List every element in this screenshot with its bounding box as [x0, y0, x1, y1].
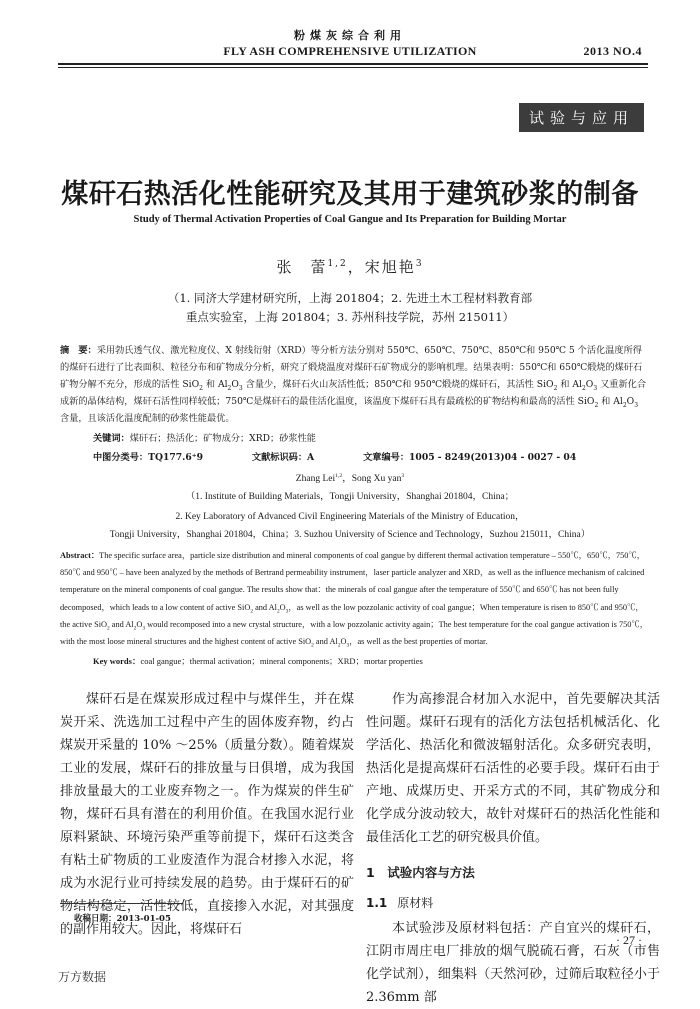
subscript: 2	[199, 384, 203, 392]
clc-group	[93, 452, 203, 463]
subscript: 2	[133, 625, 137, 632]
keywords-label: 关键词：	[93, 433, 130, 444]
page-number: · 27 ·	[616, 933, 642, 947]
abstract-text: 含量，且该活化温度配制的砂浆性能最优。	[60, 413, 235, 424]
abstract-text-en: and Al	[313, 637, 338, 647]
doc-code-group	[252, 452, 314, 463]
subscript: 3	[285, 608, 289, 615]
abstract-label: 摘 要：	[60, 345, 97, 356]
subscript: 2	[594, 401, 599, 409]
watermark: 万方数据	[58, 970, 107, 984]
abstract-text: 和 Al	[598, 396, 623, 407]
author-affil-sup: 3	[401, 472, 405, 479]
doc-code-value: A	[307, 452, 315, 463]
abstract-text-en: The specific surface area，particle size distribution and mineral components of coal gangue by different thermal activation temperature – 550℃，650℃，750℃，850℃ and 950℃ – have been analyzed by the methods of Bertrand permeability instrument，laser particle analyzer and XRD，as well as the influence mechanism of calcined temperature on the mineral components of coal gangue. The results show that：the minerals of coal gangue after the temperature of 550℃ and 650℃ has not been fully decomposed，which leads to a low content of active SiO	[60, 551, 646, 612]
abstract-cn	[60, 342, 650, 427]
section-heading: 1 试验内容与方法	[366, 865, 475, 880]
clc-label: 中图分类号：	[93, 452, 149, 463]
affiliation-line-en: （1. Institute of Building Materials，Tongji University，Shanghai 201804，China；	[185, 492, 515, 502]
abstract-text: 含量少，煤矸石火山灰活性低；850℃和 950℃煅烧的煤矸石，其活性 SiO	[242, 379, 554, 390]
authors-cn	[0, 256, 700, 277]
abstract-text: 和 Al	[202, 379, 228, 390]
subscript: 3	[346, 642, 350, 649]
clc-value: TQ177.6⁺9	[148, 452, 203, 463]
subscript: 2	[337, 642, 341, 649]
subscript: 3	[142, 625, 146, 632]
abstract-label-en: Abstract：	[60, 551, 100, 560]
journal-title-en: FLY ASH COMPREHENSIVE UTILIZATION	[223, 44, 477, 58]
subscript: 2	[250, 608, 254, 615]
author-name: 张 蕾	[276, 258, 328, 276]
abstract-text-en: O	[279, 602, 286, 612]
journal-title-cn: 粉煤灰综合利用	[294, 29, 406, 42]
abstract-text-en: ，as well as the best properties of mortar.	[349, 637, 488, 647]
article-title-en: Study of Thermal Activation Properties of Coal Gangue and Its Preparation for Building Mortar	[133, 214, 567, 225]
keywords-label-en: Key words：	[93, 656, 141, 666]
abstract-text: O	[231, 379, 239, 390]
author-separator: ，	[347, 258, 365, 276]
subscript: 2	[581, 384, 586, 392]
subscript: 2	[553, 384, 558, 392]
abstract-text: 和 Al	[557, 379, 582, 390]
abstract-text-en: and Al	[109, 619, 134, 629]
abstract-text-en: ，as well as the low pozzolanic activity of coal gangue；When temperature is risen to 850℃ and 950℃，the active SiO	[60, 602, 644, 629]
body-paragraph: 煤矸石是在煤炭形成过程中与煤伴生，并在煤炭开采、洗选加工过程中产生的固体废弃物，约占煤炭开采量的 10% ～25%（质量分数）。随着煤炭工业的发展，煤矸石的排放量与日俱增，成为我国排放量最大的工业废弃物之一。作为煤炭的伴生矿物，煤矸石具有潜在的利用价值。在我国水泥行业原料紧缺、环境污染严重等前提下，煤矸石这类含有粘土矿物质的工业废渣作为混合材掺入水泥，将成为水泥行业可持续发展的趋势。由于煤矸石的矿物结构稳定，活性较低，直接掺入水泥，对其强度的副作用较大。因此，将煤矸石	[60, 692, 354, 937]
abstract-text-en: and Al	[253, 602, 277, 612]
abstract-text: 采用勃氏透气仪、激光粒度仪、X 射线衍射（XRD）等分析方法分别对 550℃、650℃、750℃、850℃和 950℃ 5 个活化温度所得的煤矸石进行了比表面积、粒径分布和矿物成分分析，研究了煅烧温度对煤矸石矿物成分的影响机理。结果表明：550℃和 650℃煅烧的煤矸石矿物分解不充分，形成的活性 SiO	[60, 345, 643, 390]
body-column-right	[366, 688, 660, 1009]
subsection-number: 1.1	[366, 896, 388, 910]
abstract-text-en: O	[340, 637, 347, 647]
author-affil-sup: 1,2	[335, 472, 343, 479]
abstract-en	[60, 547, 650, 650]
subscript: 2	[107, 625, 110, 632]
subscript: 2	[276, 608, 280, 615]
subsection-title: 原材料	[397, 896, 434, 910]
keywords-en	[93, 655, 423, 667]
abstract-text: O	[626, 396, 635, 407]
author-name-en: Song Xu yan	[351, 474, 402, 484]
classification-row	[93, 449, 653, 463]
author-name-en: Zhang Lei	[295, 474, 336, 484]
body-paragraph: 本试验涉及原材料包括：产自宜兴的煤矸石，江阴市周庄电厂排放的烟气脱硫石膏，石灰（市售化学试剂），细集料（天然河砂，过筛后取粒径小于 2.36mm 部	[366, 921, 660, 1005]
affiliation-line: 重点实验室，上海 201804；3. 苏州科技学院，苏州 215011）	[185, 310, 515, 324]
section-badge: 试验与应用	[519, 103, 644, 132]
article-number-value: 1005 - 8249(2013)04 - 0027 - 04	[409, 452, 577, 463]
footnote-rule	[60, 903, 182, 904]
affiliation-line-en: 2. Key Laboratory of Advanced Civil Engineering Materials of the Ministry of Education，	[175, 512, 525, 522]
subscript: 2	[311, 642, 314, 649]
subscript: 3	[634, 401, 639, 409]
header-rule-thin	[58, 67, 648, 68]
keywords-text-en: coal gangue；thermal activation；mineral components；XRD；mortar properties	[140, 656, 423, 666]
abstract-text: O	[585, 379, 594, 390]
subscript: 3	[238, 384, 243, 392]
keywords-text: 煤矸石；热活化；矿物成分；XRD；砂浆性能	[129, 433, 316, 444]
affiliation-line-en: Tongji University，Shanghai 201804，China；3. Suzhou University of Science and Technology，Suzhou 215011，China）	[109, 530, 591, 540]
author-affil-sup: 1,2	[327, 259, 348, 269]
author-separator: ，	[342, 474, 352, 484]
doc-code-label: 文献标识码：	[251, 452, 308, 463]
abstract-text: 又重新化合成新的晶体结构，煤矸石活性同样较低；750℃是煤矸石的最佳活化温度，该温度下煤矸石具有最疏松的矿物结构和最高的活性 SiO	[60, 379, 647, 407]
body-paragraph: 作为高掺混合材加入水泥中，首先要解决其活性问题。煤矸石现有的活化方法包括机械活化、化学活化、热活化和微波辐射活化。众多研究表明，热活化是提高煤矸石活性的必要手段。煤矸石由于产地、成煤历史、开采方式的不同，其矿物成分和化学成分波动较大，故针对煤矸石的热活化性能和最佳活化工艺的研究极具价值。	[366, 692, 660, 845]
keywords-cn	[93, 430, 316, 444]
issue-number: 2013 NO.4	[583, 44, 642, 58]
subscript: 2	[622, 401, 627, 409]
article-number-group	[363, 452, 576, 463]
received-date-footnote: 收稿日期：2013-01-05	[74, 914, 171, 924]
subsection-heading	[366, 892, 660, 915]
abstract-text-en: O	[136, 619, 143, 629]
subscript: 2	[227, 384, 232, 392]
affiliation-line: （1. 同济大学建材研究所，上海 201804；2. 先进土木工程材料教育部	[167, 291, 533, 305]
article-title-cn: 煤矸石热活化性能研究及其用于建筑砂浆的制备	[61, 179, 639, 210]
subscript: 3	[593, 384, 598, 392]
authors-en	[0, 470, 700, 484]
header-rule	[58, 63, 648, 65]
article-number-label: 文章编号：	[363, 452, 410, 463]
author-name: 宋旭艳	[364, 258, 416, 276]
author-affil-sup: 3	[415, 259, 424, 269]
abstract-text-en: would recomposed into a new crystal structure，with a low pozzolanic activity again；The best temperature for the coal gangue activation is 750℃，with the most loose mineral structures and the highest content of active SiO	[60, 619, 649, 647]
